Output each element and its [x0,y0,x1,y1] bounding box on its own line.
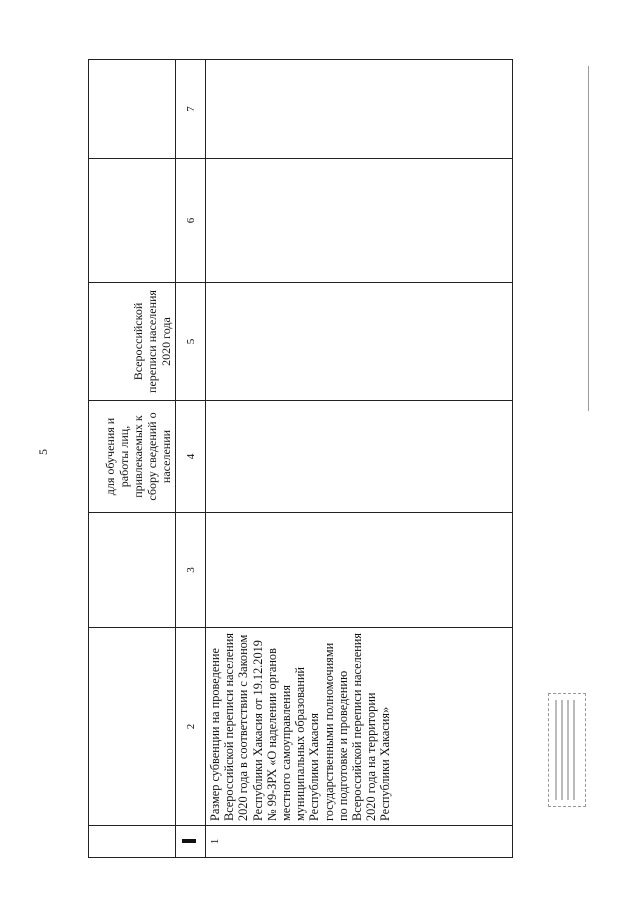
page-number: 5 [36,449,50,455]
row-number-cell [206,826,513,858]
row-description-cell: Размер субвенции на проведение Всероссийской переписи населения 2020 года в соответствии с Законом Республики Хакасия от 19.12.2019 № 99-ЗРХ «О наделении органов местного самоуправления муниципальных образований Республики Хакасия государственными полномочиями по подготовке и проведению Всероссийской переписи населения 2020 года на территории Республики Хакасия» [206,628,513,826]
header-cell-5: Всероссийской переписи населения 2020 года [89,283,176,401]
registration-stamp [548,693,586,807]
header-cell-4: для обучения и работы лиц, привлекаемых к сбору сведений о населении [89,401,176,513]
rotated-table-wrapper [88,60,513,858]
row-cell-6 [206,159,513,283]
column-number-5: 5 [176,283,206,401]
row-cell-3 [206,513,513,628]
row-cell-5 [206,283,513,401]
column-number-7: 7 [176,60,206,159]
column-number-1-text [182,840,196,844]
row-number: 1 [209,838,221,845]
column-number-6: 6 [176,159,206,283]
header-cell-6 [89,159,176,283]
scan-edge-line [588,66,589,411]
header-cell-3 [89,513,176,628]
table-row [206,60,513,858]
row-cell-7 [206,60,513,159]
column-number-2: 2 [176,628,206,826]
column-number-3: 3 [176,513,206,628]
column-number-1 [176,826,206,858]
header-cell-7 [89,60,176,159]
column-number-row [176,60,206,858]
header-cell-2 [89,628,176,826]
row-cell-4 [206,401,513,513]
column-number-4: 4 [176,401,206,513]
header-cell-1 [89,826,176,858]
header-row [89,60,176,858]
subvention-table [88,59,513,858]
